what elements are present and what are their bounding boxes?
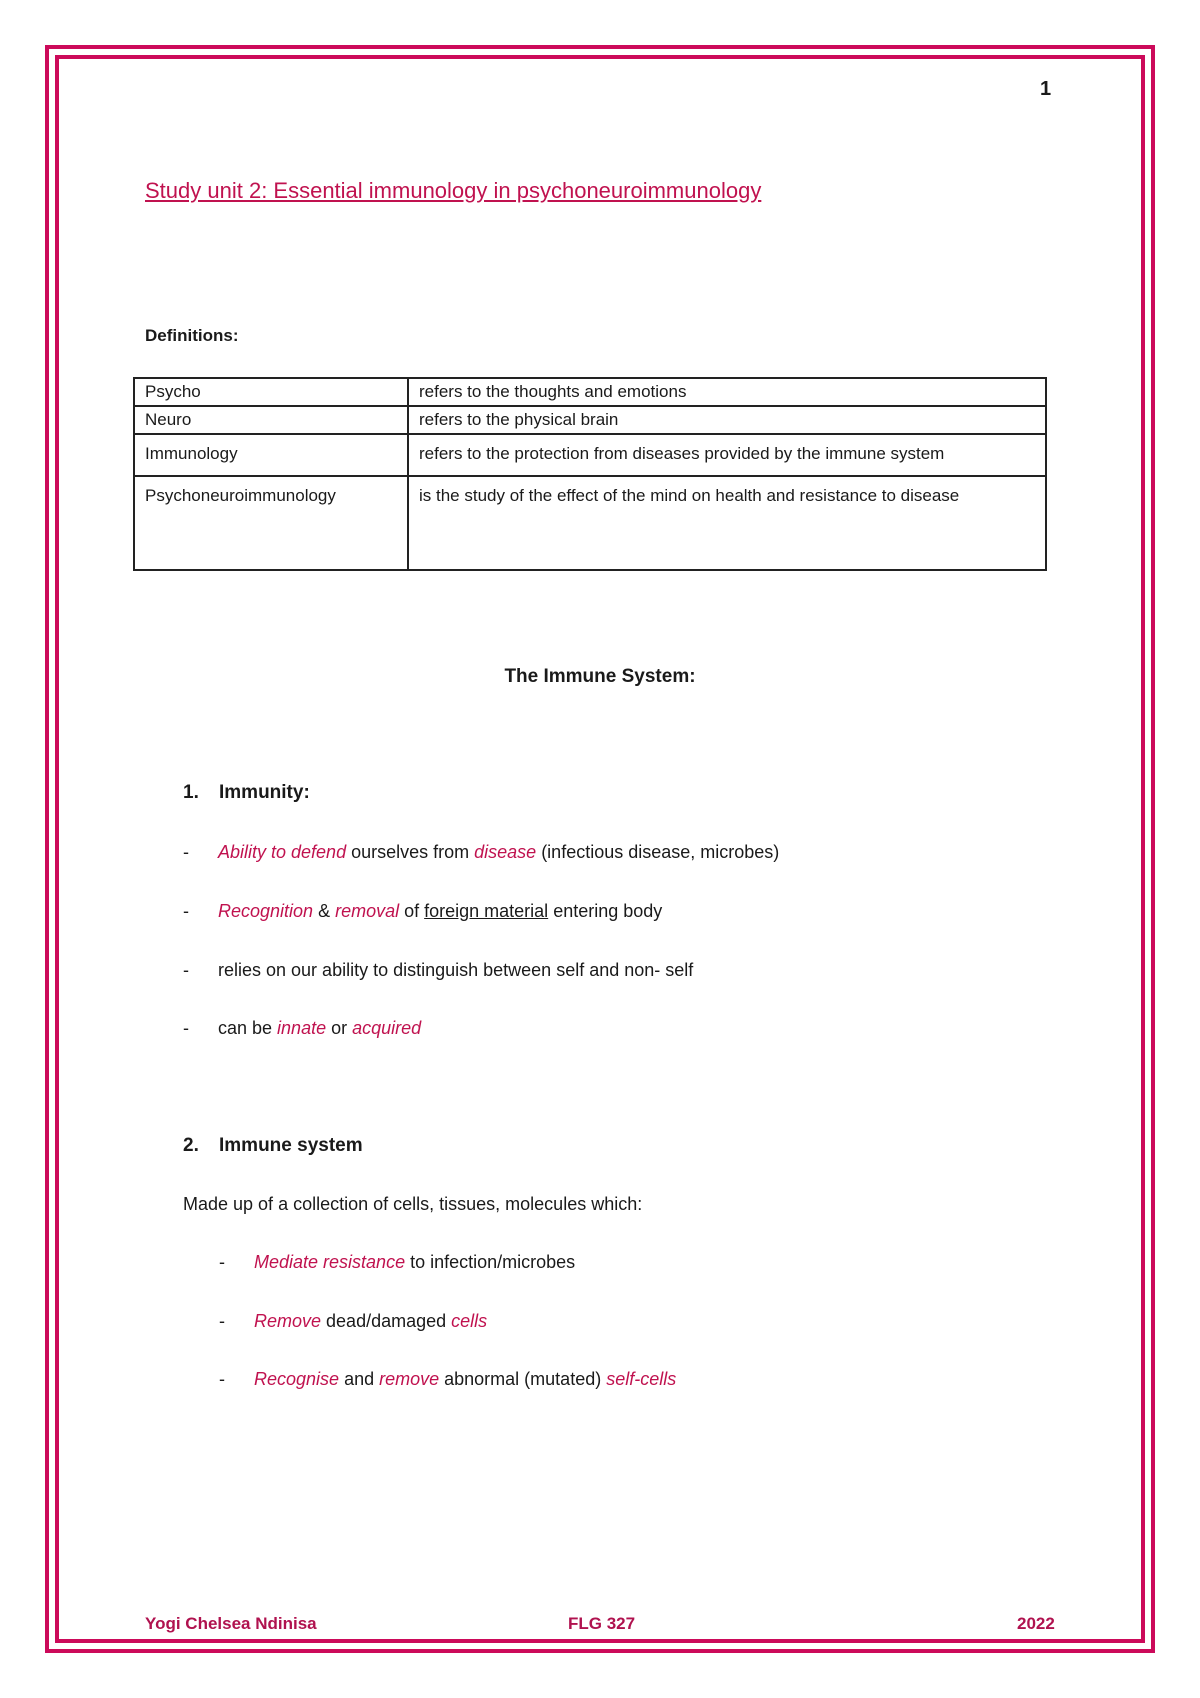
highlight-text: Remove bbox=[254, 1311, 322, 1331]
definition-cell: refers to the thoughts and emotions bbox=[408, 378, 1046, 406]
highlight-text: acquired bbox=[352, 1018, 422, 1038]
bullet-dash: - bbox=[183, 842, 189, 862]
body-text: ourselves from bbox=[346, 842, 475, 862]
highlight-text: innate bbox=[277, 1018, 327, 1038]
highlight-text: Mediate resistance bbox=[254, 1252, 406, 1272]
highlight-text: self-cells bbox=[606, 1369, 677, 1389]
bullet-dash: - bbox=[183, 960, 189, 980]
highlight-text: Recognition bbox=[218, 901, 314, 921]
bullet-dash: - bbox=[219, 1311, 225, 1331]
immunity-heading bbox=[183, 782, 310, 804]
list-item bbox=[183, 960, 693, 981]
body-text: relies on our ability to distinguish between self and non- self bbox=[218, 960, 694, 980]
underlined-text: foreign material bbox=[424, 901, 549, 921]
definition-cell: refers to the physical brain bbox=[408, 406, 1046, 434]
definition-cell: is the study of the effect of the mind on health and resistance to disease bbox=[408, 476, 1046, 570]
body-text: abnormal (mutated) bbox=[439, 1369, 607, 1389]
body-text: entering body bbox=[548, 901, 663, 921]
immune-system-intro: Made up of a collection of cells, tissues, molecules which: bbox=[183, 1194, 643, 1214]
list-item bbox=[219, 1311, 487, 1332]
table-row bbox=[134, 378, 1046, 406]
highlight-text: disease bbox=[474, 842, 537, 862]
body-text: of bbox=[399, 901, 425, 921]
term-cell: Immunology bbox=[134, 434, 408, 476]
body-text: dead/damaged bbox=[321, 1311, 452, 1331]
definition-cell: refers to the protection from diseases provided by the immune system bbox=[408, 434, 1046, 476]
section-title: The Immune System: bbox=[504, 666, 696, 687]
list-item bbox=[219, 1369, 676, 1390]
highlight-text: cells bbox=[451, 1311, 488, 1331]
heading-text: Immune system bbox=[219, 1135, 363, 1156]
table-row bbox=[134, 476, 1046, 570]
definitions-table bbox=[133, 377, 1047, 571]
body-text: and bbox=[339, 1369, 380, 1389]
body-text: or bbox=[326, 1018, 353, 1038]
highlight-text: remove bbox=[379, 1369, 440, 1389]
definitions-heading: Definitions: bbox=[145, 326, 239, 345]
bullet-dash: - bbox=[183, 901, 189, 921]
body-text: can be bbox=[218, 1018, 278, 1038]
bullet-dash: - bbox=[219, 1369, 225, 1389]
document-title: Study unit 2: Essential immunology in psychoneuroimmunology bbox=[145, 178, 762, 203]
term-cell: Psychoneuroimmunology bbox=[134, 476, 408, 570]
highlight-text: Ability to defend bbox=[218, 842, 347, 862]
highlight-text: removal bbox=[335, 901, 400, 921]
footer-year: 2022 bbox=[1017, 1614, 1055, 1633]
body-text: to infection/microbes bbox=[405, 1252, 576, 1272]
list-item bbox=[183, 901, 662, 922]
body-text: (infectious disease, microbes) bbox=[536, 842, 780, 862]
footer-author: Yogi Chelsea Ndinisa bbox=[145, 1614, 317, 1633]
bullet-dash: - bbox=[183, 1018, 189, 1038]
body-text: & bbox=[313, 901, 336, 921]
page-number: 1 bbox=[1040, 78, 1052, 100]
footer-course: FLG 327 bbox=[568, 1614, 636, 1633]
list-item bbox=[219, 1252, 575, 1273]
table-row bbox=[134, 406, 1046, 434]
term-cell: Neuro bbox=[134, 406, 408, 434]
heading-number: 2. bbox=[183, 1135, 199, 1156]
highlight-text: Recognise bbox=[254, 1369, 340, 1389]
heading-text: Immunity: bbox=[219, 782, 310, 803]
heading-number: 1. bbox=[183, 782, 199, 803]
immune-system-heading bbox=[183, 1135, 363, 1157]
term-cell: Psycho bbox=[134, 378, 408, 406]
bullet-dash: - bbox=[219, 1252, 225, 1272]
list-item bbox=[183, 1018, 421, 1039]
list-item bbox=[183, 842, 779, 863]
table-row bbox=[134, 434, 1046, 476]
